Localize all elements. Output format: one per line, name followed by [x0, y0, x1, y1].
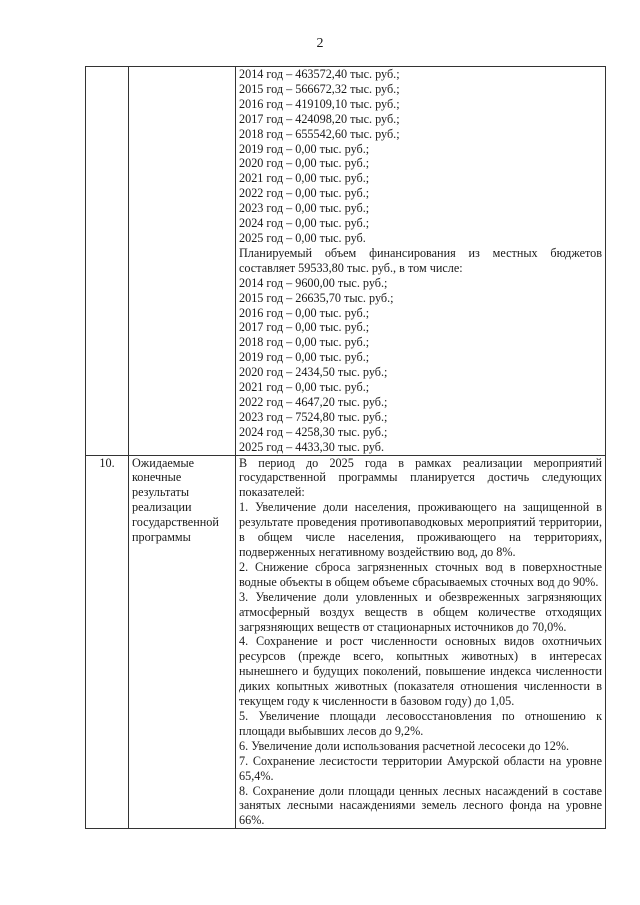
financing-line: 2015 год – 566672,32 тыс. руб.;	[239, 81, 400, 96]
result-item: 3. Увеличение доли уловленных и обезвреженных загрязняющих атмосферный воздух веществ в общем количестве отходящих загрязняющих веществ от стационарных источников до 70,0%.	[239, 589, 602, 634]
financing-cell	[236, 67, 606, 456]
financing-line: 2018 год – 655542,60 тыс. руб.;	[239, 126, 400, 141]
local-financing-line: 2019 год – 0,00 тыс. руб.;	[239, 350, 370, 365]
local-financing-line: 2017 год – 0,00 тыс. руб.;	[239, 320, 370, 335]
table-row	[86, 67, 606, 456]
financing-line: 2025 год – 0,00 тыс. руб.	[239, 230, 366, 245]
local-financing-line: 2025 год – 4433,30 тыс. руб.	[239, 439, 385, 454]
row-name: Ожидаемые конечные результаты реализации государственной программы	[129, 455, 236, 829]
local-financing-line: 2021 год – 0,00 тыс. руб.;	[239, 380, 370, 395]
page-number: 2	[316, 36, 324, 51]
result-item: 8. Сохранение доли площади ценных лесных насаждений в составе занятых лесными насаждениями земель лесного фонда на уровне 66%.	[239, 783, 602, 828]
local-financing-line: 2022 год – 4647,20 тыс. руб.;	[239, 394, 388, 409]
result-item: 4. Сохранение и рост численности основных видов охотничьих ресурсов (прежде всего, копытных животных) в интересах нынешнего и будущих поколений, повышение индекса численности диких копытных животных (показателя отношения численности в текущем году к численности в базовом году) до 1,05.	[239, 634, 602, 709]
financing-line: 2021 год – 0,00 тыс. руб.;	[239, 171, 370, 186]
local-financing-line: 2023 год – 7524,80 тыс. руб.;	[239, 409, 388, 424]
row-name	[129, 67, 236, 456]
local-budget-intro: Планируемый объем финансирования из местных бюджетов составляет 59533,80 тыс. руб., в том числе:	[239, 245, 602, 275]
local-financing-line: 2016 год – 0,00 тыс. руб.;	[239, 305, 370, 320]
row-number	[86, 67, 129, 456]
result-item: 7. Сохранение лесистости территории Амурской области на уровне 65,4%.	[239, 753, 602, 783]
local-financing-line: 2014 год – 9600,00 тыс. руб.;	[239, 275, 388, 290]
local-financing-line: 2015 год – 26635,70 тыс. руб.;	[239, 290, 394, 305]
program-passport-table	[85, 66, 606, 829]
financing-line: 2022 год – 0,00 тыс. руб.;	[239, 186, 370, 201]
financing-line: 2020 год – 0,00 тыс. руб.;	[239, 156, 370, 171]
financing-line: 2019 год – 0,00 тыс. руб.;	[239, 141, 370, 156]
result-item: 5. Увеличение площади лесовосстановления по отношению к площади выбывших лесов до 9,2%.	[239, 708, 602, 738]
results-intro: В период до 2025 года в рамках реализации мероприятий государственной программы планируется достичь следующих показателей:	[239, 455, 602, 500]
financing-line: 2016 год – 419109,10 тыс. руб.;	[239, 96, 400, 111]
table-row	[86, 455, 606, 829]
local-financing-line: 2024 год – 4258,30 тыс. руб.;	[239, 424, 388, 439]
row-number: 10.	[86, 455, 129, 829]
result-item: 2. Снижение сброса загрязненных сточных вод в поверхностные водные объекты в общем объеме сбрасываемых сточных вод до 90%.	[239, 559, 602, 589]
financing-line: 2024 год – 0,00 тыс. руб.;	[239, 216, 370, 231]
financing-line: 2023 год – 0,00 тыс. руб.;	[239, 201, 370, 216]
financing-line: 2014 год – 463572,40 тыс. руб.;	[239, 67, 400, 81]
financing-line: 2017 год – 424098,20 тыс. руб.;	[239, 111, 400, 126]
result-item: 1. Увеличение доли населения, проживающего на защищенной в результате проведения противопаводковых мероприятий территории, в общем числе населения, проживающего на территориях, подверженных негативному воздействию вод, до 8%.	[239, 500, 602, 559]
result-item: 6. Увеличение доли использования расчетной лесосеки до 12%.	[239, 738, 570, 753]
results-cell	[236, 455, 606, 829]
local-financing-line: 2020 год – 2434,50 тыс. руб.;	[239, 365, 388, 380]
local-financing-line: 2018 год – 0,00 тыс. руб.;	[239, 335, 370, 350]
